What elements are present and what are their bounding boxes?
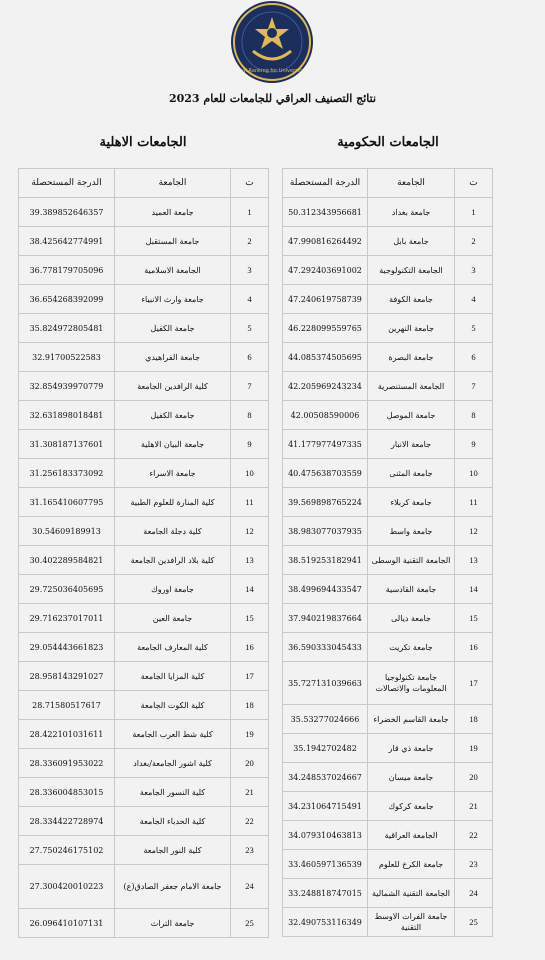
- rank-cell: 18: [231, 691, 269, 720]
- rank-cell: 17: [231, 662, 269, 691]
- column-header-score: الدرجة المستحصلة: [283, 169, 368, 198]
- university-name-cell: كلية المزايا الجامعة: [115, 662, 231, 691]
- column-header-index: ت: [455, 169, 493, 198]
- government-table-body: [283, 198, 493, 937]
- rank-cell: 6: [231, 343, 269, 372]
- rank-cell: 9: [455, 430, 493, 459]
- table-row: [283, 633, 493, 662]
- university-name-cell: الجامعة التكنولوجية: [368, 256, 455, 285]
- university-name-cell: جامعة البيان الاهلية: [115, 430, 231, 459]
- government-table: [282, 168, 493, 937]
- table-row: [283, 372, 493, 401]
- score-cell: 44.085374505695: [283, 343, 368, 372]
- university-name-cell: الجامعة العراقية: [368, 821, 455, 850]
- university-name-cell: جامعة بابل: [368, 227, 455, 256]
- rank-cell: 24: [231, 865, 269, 909]
- private-table: [18, 168, 269, 938]
- table-header-row: [283, 169, 493, 198]
- rank-cell: 11: [455, 488, 493, 517]
- score-cell: 36.590333045433: [283, 633, 368, 662]
- table-row: [283, 575, 493, 604]
- university-name-cell: جامعة القاسم الخضراء: [368, 705, 455, 734]
- table-row: [283, 821, 493, 850]
- university-name-cell: كلية الرافدين الجامعة: [115, 372, 231, 401]
- university-name-cell: جامعة الاسراء: [115, 459, 231, 488]
- table-row: [19, 749, 269, 778]
- table-row: [19, 633, 269, 662]
- score-cell: 39.569898765224: [283, 488, 368, 517]
- university-name-cell: جامعة بغداد: [368, 198, 455, 227]
- university-name-cell: جامعة الانبار: [368, 430, 455, 459]
- score-cell: 32.854939970779: [19, 372, 115, 401]
- rank-cell: 15: [455, 604, 493, 633]
- university-name-cell: جامعة كربلاء: [368, 488, 455, 517]
- rank-cell: 19: [455, 734, 493, 763]
- score-cell: 46.228099559765: [283, 314, 368, 343]
- private-table-body: [19, 198, 269, 938]
- rank-cell: 20: [455, 763, 493, 792]
- university-name-cell: كلية النسور الجامعة: [115, 778, 231, 807]
- table-row: [283, 734, 493, 763]
- rank-cell: 25: [231, 909, 269, 938]
- table-row: [19, 807, 269, 836]
- university-name-cell: جامعة الفرات الاوسط التقنية: [368, 908, 455, 937]
- table-row: [19, 778, 269, 807]
- rank-cell: 12: [231, 517, 269, 546]
- university-name-cell: جامعة ميسان: [368, 763, 455, 792]
- score-cell: 29.716237017011: [19, 604, 115, 633]
- rank-cell: 2: [455, 227, 493, 256]
- university-name-cell: جامعة ديالى: [368, 604, 455, 633]
- table-row: [283, 850, 493, 879]
- rank-cell: 8: [231, 401, 269, 430]
- university-name-cell: جامعة القادسية: [368, 575, 455, 604]
- score-cell: 34.231064715491: [283, 792, 368, 821]
- table-row: [283, 879, 493, 908]
- table-row: [19, 662, 269, 691]
- table-row: [283, 763, 493, 792]
- score-cell: 42.205969243234: [283, 372, 368, 401]
- university-name-cell: جامعة واسط: [368, 517, 455, 546]
- score-cell: 39.389852646357: [19, 198, 115, 227]
- rank-cell: 13: [455, 546, 493, 575]
- rank-cell: 22: [231, 807, 269, 836]
- table-row: [19, 909, 269, 938]
- rank-cell: 1: [231, 198, 269, 227]
- logo-text: Iraqi Ranking for Universities: [235, 68, 309, 74]
- rank-cell: 7: [455, 372, 493, 401]
- rank-cell: 13: [231, 546, 269, 575]
- score-cell: 28.422101031611: [19, 720, 115, 749]
- university-name-cell: جامعة الكفيل: [115, 314, 231, 343]
- university-name-cell: الجامعة المستنصرية: [368, 372, 455, 401]
- rank-cell: 22: [455, 821, 493, 850]
- table-row: [283, 314, 493, 343]
- rank-cell: 17: [455, 662, 493, 705]
- rank-cell: 9: [231, 430, 269, 459]
- score-cell: 35.53277024666: [283, 705, 368, 734]
- rank-cell: 20: [231, 749, 269, 778]
- score-cell: 31.165410607795: [19, 488, 115, 517]
- score-cell: 47.240619758739: [283, 285, 368, 314]
- university-name-cell: جامعة الفراهيدي: [115, 343, 231, 372]
- score-cell: 35.824972805481: [19, 314, 115, 343]
- table-row: [283, 401, 493, 430]
- rank-cell: 16: [455, 633, 493, 662]
- table-row: [283, 546, 493, 575]
- university-name-cell: جامعة وارث الانبياء: [115, 285, 231, 314]
- table-row: [19, 198, 269, 227]
- university-name-cell: جامعة تكريت: [368, 633, 455, 662]
- score-cell: 37.940219837664: [283, 604, 368, 633]
- ranking-logo: [231, 1, 313, 83]
- rank-cell: 23: [231, 836, 269, 865]
- university-name-cell: الجامعة التقنية الشمالية: [368, 879, 455, 908]
- column-header-index: ت: [231, 169, 269, 198]
- score-cell: 36.778179705096: [19, 256, 115, 285]
- university-name-cell: جامعة تكنولوجيا المعلومات والاتصالات: [368, 662, 455, 705]
- university-name-cell: كلية بلاد الرافدين الجامعة: [115, 546, 231, 575]
- university-name-cell: كلية النور الجامعة: [115, 836, 231, 865]
- rank-cell: 4: [455, 285, 493, 314]
- table-row: [283, 430, 493, 459]
- table-row: [283, 285, 493, 314]
- score-cell: 38.519253182941: [283, 546, 368, 575]
- table-row: [19, 314, 269, 343]
- university-name-cell: الجامعة الاسلامية: [115, 256, 231, 285]
- page-title: نتائج التصنيف العراقي للجامعات للعام 2023: [168, 92, 377, 105]
- rank-cell: 18: [455, 705, 493, 734]
- university-name-cell: جامعة العميد: [115, 198, 231, 227]
- rank-cell: 12: [455, 517, 493, 546]
- rank-cell: 3: [231, 256, 269, 285]
- score-cell: 30.54609189913: [19, 517, 115, 546]
- table-row: [283, 488, 493, 517]
- table-row: [283, 517, 493, 546]
- column-header-university: الجامعة: [368, 169, 455, 198]
- score-cell: 35.1942702482: [283, 734, 368, 763]
- table-row: [283, 198, 493, 227]
- university-name-cell: جامعة التراث: [115, 909, 231, 938]
- rank-cell: 10: [231, 459, 269, 488]
- rank-cell: 10: [455, 459, 493, 488]
- university-name-cell: جامعة كركوك: [368, 792, 455, 821]
- rank-cell: 15: [231, 604, 269, 633]
- university-name-cell: جامعة البصرة: [368, 343, 455, 372]
- column-header-score: الدرجة المستحصلة: [19, 169, 115, 198]
- university-name-cell: كلية اشور الجامعة/بغداد: [115, 749, 231, 778]
- university-name-cell: كلية المنارة للعلوم الطبية: [115, 488, 231, 517]
- rank-cell: 2: [231, 227, 269, 256]
- score-cell: 32.91700522583: [19, 343, 115, 372]
- table-row: [19, 517, 269, 546]
- score-cell: 42.00508590006: [283, 401, 368, 430]
- score-cell: 47.990816264492: [283, 227, 368, 256]
- university-name-cell: جامعة المثنى: [368, 459, 455, 488]
- table-row: [19, 546, 269, 575]
- score-cell: 27.300420010223: [19, 865, 115, 909]
- score-cell: 33.248818747015: [283, 879, 368, 908]
- table-row: [19, 343, 269, 372]
- table-row: [283, 604, 493, 633]
- score-cell: 31.308187137601: [19, 430, 115, 459]
- table-row: [19, 836, 269, 865]
- column-header-university: الجامعة: [115, 169, 231, 198]
- score-cell: 28.336091953022: [19, 749, 115, 778]
- private-heading: الجامعات الاهلية: [99, 135, 187, 150]
- rank-cell: 16: [231, 633, 269, 662]
- rank-cell: 8: [455, 401, 493, 430]
- table-row: [19, 372, 269, 401]
- university-name-cell: كلية شط العرب الجامعة: [115, 720, 231, 749]
- university-name-cell: كلية دجلة الجامعة: [115, 517, 231, 546]
- table-row: [19, 459, 269, 488]
- score-cell: 35.727131039663: [283, 662, 368, 705]
- table-row: [19, 227, 269, 256]
- score-cell: 31.256183373092: [19, 459, 115, 488]
- score-cell: 40.475638703559: [283, 459, 368, 488]
- rank-cell: 7: [231, 372, 269, 401]
- score-cell: 32.631898018481: [19, 401, 115, 430]
- rank-cell: 24: [455, 879, 493, 908]
- table-row: [19, 720, 269, 749]
- rank-cell: 1: [455, 198, 493, 227]
- table-row: [283, 662, 493, 705]
- university-name-cell: الجامعة التقنية الوسطى: [368, 546, 455, 575]
- score-cell: 36.654268392099: [19, 285, 115, 314]
- table-row: [19, 691, 269, 720]
- score-cell: 47.292403691002: [283, 256, 368, 285]
- table-row: [283, 256, 493, 285]
- rank-cell: 21: [455, 792, 493, 821]
- university-name-cell: جامعة الامام جعفر الصادق(ع): [115, 865, 231, 909]
- university-name-cell: جامعة الكوفة: [368, 285, 455, 314]
- university-name-cell: جامعة الكفيل: [115, 401, 231, 430]
- university-name-cell: جامعة العين: [115, 604, 231, 633]
- score-cell: 41.177977497335: [283, 430, 368, 459]
- score-cell: 32.490753116349: [283, 908, 368, 937]
- score-cell: 34.079310463813: [283, 821, 368, 850]
- rank-cell: 14: [455, 575, 493, 604]
- score-cell: 33.460597136539: [283, 850, 368, 879]
- university-name-cell: كلية الحدباء الجامعة: [115, 807, 231, 836]
- score-cell: 38.983077037935: [283, 517, 368, 546]
- table-row: [283, 343, 493, 372]
- table-row: [19, 604, 269, 633]
- table-row: [19, 401, 269, 430]
- table-row: [283, 908, 493, 937]
- university-name-cell: كلية الكوت الجامعة: [115, 691, 231, 720]
- table-row: [19, 865, 269, 909]
- rank-cell: 3: [455, 256, 493, 285]
- rank-cell: 19: [231, 720, 269, 749]
- score-cell: 27.750246175102: [19, 836, 115, 865]
- rank-cell: 21: [231, 778, 269, 807]
- rank-cell: 14: [231, 575, 269, 604]
- table-row: [283, 792, 493, 821]
- university-name-cell: جامعة ذي قار: [368, 734, 455, 763]
- score-cell: 28.334422728974: [19, 807, 115, 836]
- table-row: [19, 488, 269, 517]
- university-name-cell: جامعة الكرخ للعلوم: [368, 850, 455, 879]
- score-cell: 28.958143291027: [19, 662, 115, 691]
- score-cell: 38.499694433547: [283, 575, 368, 604]
- table-row: [19, 575, 269, 604]
- rank-cell: 5: [455, 314, 493, 343]
- score-cell: 30.402289584821: [19, 546, 115, 575]
- table-row: [19, 285, 269, 314]
- university-name-cell: كلية المعارف الجامعة: [115, 633, 231, 662]
- table-row: [283, 227, 493, 256]
- score-cell: 50.312343956681: [283, 198, 368, 227]
- university-name-cell: جامعة المستقبل: [115, 227, 231, 256]
- score-cell: 28.336004853015: [19, 778, 115, 807]
- score-cell: 29.725036405695: [19, 575, 115, 604]
- table-row: [283, 459, 493, 488]
- score-cell: 38.425642774991: [19, 227, 115, 256]
- rank-cell: 25: [455, 908, 493, 937]
- rank-cell: 23: [455, 850, 493, 879]
- rank-cell: 6: [455, 343, 493, 372]
- university-name-cell: جامعة اوروك: [115, 575, 231, 604]
- score-cell: 28.71580517617: [19, 691, 115, 720]
- table-row: [283, 705, 493, 734]
- table-header-row: [19, 169, 269, 198]
- university-name-cell: جامعة النهرين: [368, 314, 455, 343]
- rank-cell: 11: [231, 488, 269, 517]
- government-heading: الجامعات الحكومية: [337, 135, 439, 150]
- table-row: [19, 256, 269, 285]
- rank-cell: 4: [231, 285, 269, 314]
- score-cell: 29.054443661823: [19, 633, 115, 662]
- table-row: [19, 430, 269, 459]
- university-name-cell: جامعة الموصل: [368, 401, 455, 430]
- score-cell: 34.248537024667: [283, 763, 368, 792]
- score-cell: 26.096410107131: [19, 909, 115, 938]
- rank-cell: 5: [231, 314, 269, 343]
